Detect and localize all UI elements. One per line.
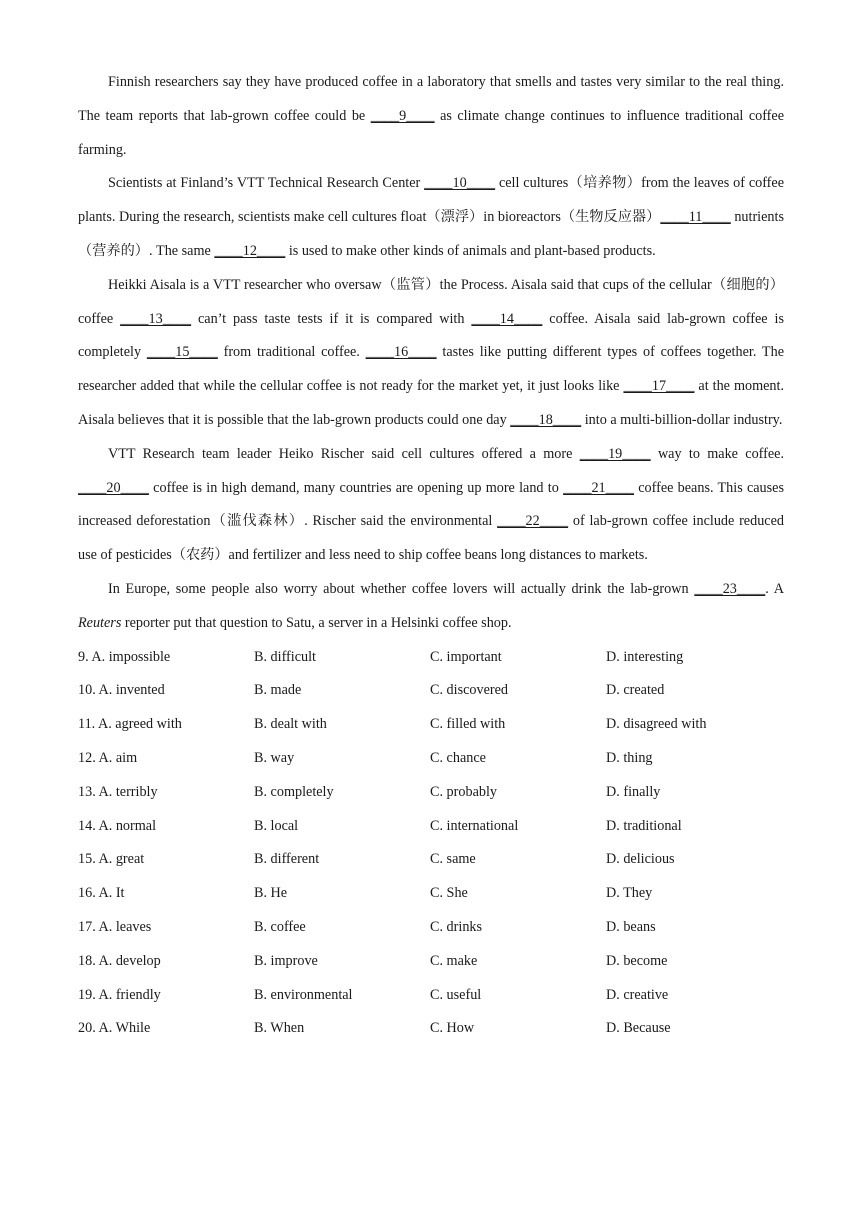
paragraph-3 xyxy=(78,269,784,438)
blank-19: ____19____ xyxy=(579,445,651,462)
blank-21: ____21____ xyxy=(563,479,634,496)
text: can’t pass taste tests if it is compared with xyxy=(191,310,472,327)
option-choice: C. international xyxy=(430,817,519,834)
option-choice: D. They xyxy=(606,885,653,902)
option-choice: D. finally xyxy=(606,783,661,800)
option-choice: B. made xyxy=(254,682,302,699)
paragraph-5 xyxy=(78,573,784,641)
paragraph-1 xyxy=(78,66,784,167)
option-choice: C. filled with xyxy=(430,716,506,733)
option-row xyxy=(78,776,784,810)
option-choice: B. When xyxy=(254,1020,305,1037)
option-choice: D. created xyxy=(606,682,665,699)
option-choice: B. difficult xyxy=(254,648,317,665)
option-row xyxy=(78,979,784,1013)
blank-13: ____13____ xyxy=(120,310,192,327)
text: Finnish researchers say they have produced coffee in a laboratory that smells and tastes very similar to the real thing. The team reports that lab-grown coffee could be xyxy=(78,74,784,124)
option-row xyxy=(78,810,784,844)
blank-11: ____11____ xyxy=(660,209,731,226)
option-choice: D. interesting xyxy=(606,648,684,665)
text: into a multi-billion-dollar industry. xyxy=(581,411,783,428)
text: VTT Research team leader Heiko Rischer said cell cultures offered a more xyxy=(108,445,580,462)
blank-12: ____12____ xyxy=(214,242,286,259)
publication-name: Reuters xyxy=(78,614,122,631)
text: Heikki Aisala is a VTT researcher who oversaw（监管）the Process. Aisala said that cups of the cellular（细胞的）coffee xyxy=(78,276,784,327)
option-choice: B. improve xyxy=(254,952,318,969)
text: tastes like putting different types of coffees together. The researcher added that while the cellular coffee is not ready for the market yet, it just looks like xyxy=(78,344,784,395)
option-row xyxy=(78,877,784,911)
option-row xyxy=(78,674,784,708)
option-choice: C. She xyxy=(430,885,468,902)
option-choice: C. How xyxy=(430,1020,475,1037)
blank-22: ____22____ xyxy=(497,513,569,530)
option-choice: C. useful xyxy=(430,986,482,1003)
blank-16: ____16____ xyxy=(365,344,437,361)
option-choice: 14. A. normal xyxy=(78,817,157,834)
option-choice: B. different xyxy=(254,851,320,868)
option-choice: 10. A. invented xyxy=(78,682,165,699)
options-list xyxy=(78,641,784,1047)
option-row xyxy=(78,843,784,877)
option-choice: D. thing xyxy=(606,749,653,766)
text: coffee beans. This causes increased deforestation（滥伐森林）. Rischer said the environmental xyxy=(78,479,784,530)
text: from traditional coffee. xyxy=(217,344,366,361)
blank-9: ____9____ xyxy=(370,107,435,124)
text: nutrients（营养的）. The same xyxy=(78,209,784,259)
text: . A xyxy=(765,580,784,597)
option-choice: D. become xyxy=(606,952,668,969)
text: In Europe, some people also worry about whether coffee lovers will actually drink the lab-grown xyxy=(108,580,695,597)
option-choice: B. way xyxy=(254,749,295,766)
option-row xyxy=(78,641,784,675)
option-choice: 16. A. It xyxy=(78,885,125,902)
option-choice: B. dealt with xyxy=(254,716,327,733)
option-choice: D. disagreed with xyxy=(606,716,707,733)
option-choice: 17. A. leaves xyxy=(78,918,152,935)
option-choice: D. Because xyxy=(606,1020,671,1037)
text: Scientists at Finland’s VTT Technical Research Center xyxy=(108,175,425,192)
option-choice: B. completely xyxy=(254,783,334,800)
text: at the moment. Aisala believes that it is possible that the lab-grown products could one day xyxy=(78,378,784,428)
text: is used to make other kinds of animals and plant-based products. xyxy=(285,242,656,259)
option-choice: 18. A. develop xyxy=(78,952,161,969)
option-row xyxy=(78,742,784,776)
blank-18: ____18____ xyxy=(510,411,582,428)
option-choice: B. local xyxy=(254,817,299,834)
text: way to make coffee. xyxy=(650,445,784,462)
option-choice: C. same xyxy=(430,851,476,868)
text: of lab-grown coffee include reduced use of pesticides（农药）and fertilizer and less need to ship coffee beans long distances to markets. xyxy=(78,513,784,564)
option-choice: B. environmental xyxy=(254,986,353,1003)
option-choice: 19. A. friendly xyxy=(78,986,161,1003)
option-row xyxy=(78,911,784,945)
option-choice: 12. A. aim xyxy=(78,749,138,766)
option-choice: 15. A. great xyxy=(78,851,145,868)
blank-20: ____20____ xyxy=(78,479,149,496)
blank-15: ____15____ xyxy=(146,344,218,361)
option-choice: D. beans xyxy=(606,918,656,935)
blank-10: ____10____ xyxy=(424,175,496,192)
text: reporter put that question to Satu, a server in a Helsinki coffee shop. xyxy=(121,614,512,631)
option-choice: B. coffee xyxy=(254,918,306,935)
blank-17: ____17____ xyxy=(623,378,695,395)
option-choice: 11. A. agreed with xyxy=(78,716,182,733)
option-row xyxy=(78,708,784,742)
text: coffee is in high demand, many countries are opening up more land to xyxy=(148,479,564,496)
option-row xyxy=(78,945,784,979)
option-choice: D. delicious xyxy=(606,851,675,868)
option-choice: D. creative xyxy=(606,986,669,1003)
text: as climate change continues to influence traditional coffee farming. xyxy=(78,107,784,158)
option-row xyxy=(78,1012,784,1046)
text: coffee. Aisala said lab-grown coffee is completely xyxy=(78,310,784,361)
paragraph-2 xyxy=(78,167,784,268)
option-choice: C. discovered xyxy=(430,682,509,699)
exam-page xyxy=(78,66,784,1046)
text: cell cultures（培养物）from the leaves of coffee plants. During the research, scientists make cell cultures float（漂浮）in bioreactors（生物反应器） xyxy=(78,175,784,226)
option-choice: C. important xyxy=(430,648,502,665)
blank-23: ____23____ xyxy=(694,580,766,597)
option-choice: D. traditional xyxy=(606,817,682,834)
option-choice: 13. A. terribly xyxy=(78,783,158,800)
option-choice: 9. A. impossible xyxy=(78,648,171,665)
option-choice: C. probably xyxy=(430,783,497,800)
blank-14: ____14____ xyxy=(471,310,543,327)
option-choice: C. drinks xyxy=(430,918,483,935)
option-choice: C. chance xyxy=(430,749,486,766)
paragraph-4 xyxy=(78,438,784,573)
option-choice: C. make xyxy=(430,952,478,969)
option-choice: B. He xyxy=(254,885,288,902)
option-choice: 20. A. While xyxy=(78,1020,151,1037)
